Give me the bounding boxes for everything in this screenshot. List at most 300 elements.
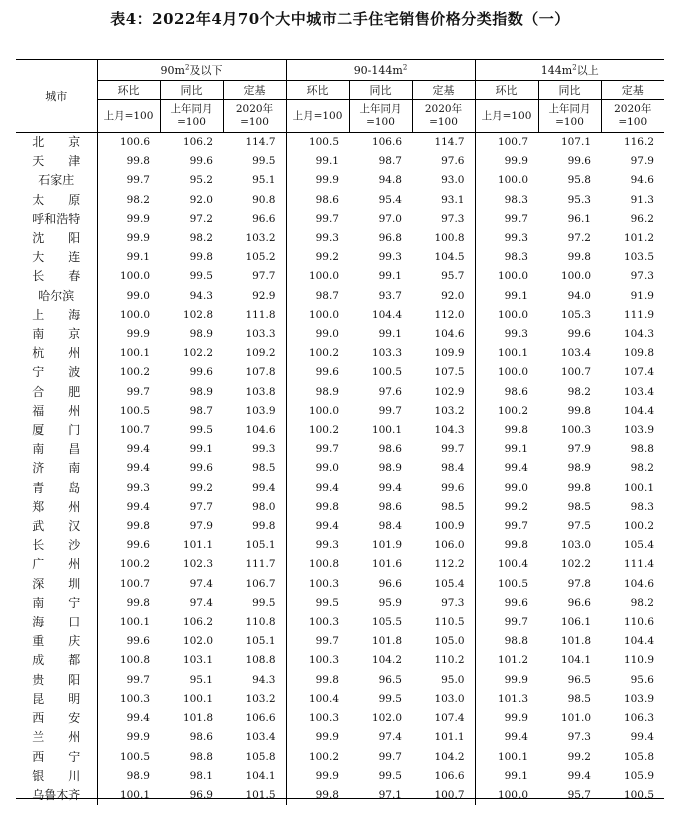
index-value: 97.7 [189,500,213,513]
index-value: 98.6 [378,443,402,456]
city-name: 呼和浩特 [16,210,97,229]
city-name: 深 圳 [16,575,97,594]
index-value: 110.6 [623,616,654,629]
table-row [16,440,664,459]
index-value: 99.6 [97,632,160,651]
sub-header-yoy: 同比 [349,81,412,100]
index-value: 101.6 [371,558,402,571]
index-value: 100.0 [560,270,591,283]
table-row [16,767,664,786]
index-value: 99.2 [189,481,213,494]
index-value: 105.1 [245,635,276,648]
table-row [16,613,664,632]
index-value: 100.0 [286,267,349,286]
index-value: 106.6 [371,136,402,148]
index-value: 100.3 [97,690,160,709]
index-value: 99.1 [475,287,538,306]
index-value: 103.2 [434,404,465,417]
index-value: 99.3 [97,479,160,498]
index-value: 98.5 [441,500,465,513]
index-value: 99.1 [97,248,160,267]
index-value: 99.8 [97,152,160,171]
index-value: 103.9 [245,404,276,417]
index-value: 99.6 [286,363,349,382]
base-header-yoy [349,100,412,133]
index-value: 100.6 [97,133,160,153]
index-value: 102.9 [434,385,465,398]
index-value: 98.7 [286,287,349,306]
index-value: 100.3 [286,651,349,670]
base-header-mom: 上月=100 [97,100,160,133]
index-value: 100.0 [475,786,538,805]
base-header-row [16,100,664,133]
index-value: 114.7 [245,136,276,148]
index-value: 97.4 [189,577,213,590]
index-value: 106.0 [434,539,465,552]
index-value: 99.6 [189,366,213,379]
index-value: 95.9 [378,596,402,609]
index-value: 101.8 [182,712,213,725]
index-value: 106.2 [182,136,213,148]
index-value: 111.4 [623,558,654,571]
city-name: 太 原 [16,191,97,210]
city-name: 上 海 [16,306,97,325]
sub-header-mom: 环比 [286,81,349,100]
index-value: 99.0 [286,325,349,344]
index-value: 98.6 [475,383,538,402]
index-value: 105.3 [560,308,591,321]
index-value: 99.9 [97,325,160,344]
table-row [16,325,664,344]
index-value: 100.0 [286,402,349,421]
base-header-line: =100 [429,116,458,128]
table-row [16,536,664,555]
index-value: 98.9 [378,462,402,475]
index-value: 103.9 [623,692,654,705]
index-value: 99.0 [475,479,538,498]
city-name: 郑 州 [16,498,97,517]
index-value: 97.3 [567,731,591,744]
index-value: 100.1 [623,481,654,494]
index-value: 103.3 [371,347,402,360]
index-value: 99.9 [475,152,538,171]
index-value: 99.2 [286,248,349,267]
index-value: 99.5 [378,692,402,705]
group-header-medium: $90-144m^2$ [286,60,475,81]
index-value: 95.7 [567,788,591,801]
base-header-fixed [601,100,664,133]
base-header-line: 2020年 [614,103,652,115]
table-row [16,133,664,153]
index-value: 97.2 [567,232,591,245]
index-value: 99.7 [97,171,160,190]
index-value: 98.5 [567,500,591,513]
city-name: 南 昌 [16,440,97,459]
index-value: 98.9 [97,767,160,786]
index-value: 98.2 [630,462,654,475]
index-value: 99.8 [567,404,591,417]
index-value: 100.7 [434,788,465,801]
index-value: 105.8 [623,750,654,763]
index-value: 96.5 [567,673,591,686]
index-value: 98.6 [286,191,349,210]
table-bottom-rule [16,798,664,799]
index-value: 97.3 [441,596,465,609]
index-value: 99.7 [286,632,349,651]
index-value: 104.3 [623,328,654,341]
city-name: 杭 州 [16,344,97,363]
index-value: 99.2 [475,498,538,517]
sub-header-fixed: 定基 [412,81,475,100]
index-value: 111.8 [245,308,276,321]
index-value: 103.8 [245,385,276,398]
index-value: 101.8 [560,635,591,648]
index-value: 99.3 [378,251,402,264]
index-value: 100.2 [97,363,160,382]
city-name: 石家庄 [16,171,97,190]
index-value: 116.2 [623,136,654,148]
base-header-line: 2020年 [424,103,463,115]
table-body [16,133,664,806]
table-row [16,306,664,325]
index-value: 99.3 [252,443,276,456]
group-header-large: $144m^2$以上 [475,60,664,81]
index-value: 99.8 [97,594,160,613]
index-value: 98.2 [630,596,654,609]
index-value: 104.2 [434,750,465,763]
index-value: 100.5 [286,133,349,153]
table-row [16,690,664,709]
index-value: 94.0 [567,289,591,302]
index-value: 99.2 [567,750,591,763]
index-value: 99.4 [630,731,654,744]
index-value: 99.9 [286,171,349,190]
index-value: 93.0 [441,174,465,187]
index-value: 99.6 [97,536,160,555]
index-value: 105.4 [434,577,465,590]
index-value: 100.2 [286,421,349,440]
index-value: 95.3 [567,193,591,206]
index-value: 99.5 [286,594,349,613]
table-title: 表4：2022年4月70个大中城市二手住宅销售价格分类指数（一） [110,10,570,28]
index-value: 99.5 [378,769,402,782]
city-column-header: 城市 [16,60,97,133]
index-value: 94.8 [378,174,402,187]
index-value: 102.0 [182,635,213,648]
city-name: 广 州 [16,555,97,574]
index-value: 98.9 [567,462,591,475]
index-value: 99.8 [286,786,349,805]
index-value: 100.0 [97,267,160,286]
index-value: 96.6 [567,596,591,609]
table-row [16,229,664,248]
index-value: 100.8 [434,232,465,245]
sub-header-mom: 环比 [97,81,160,100]
index-value: 112.2 [434,558,465,571]
city-name: 西 安 [16,709,97,728]
sub-header-fixed: 定基 [601,81,664,100]
index-value: 100.1 [475,344,538,363]
city-name: 宁 波 [16,363,97,382]
table-row [16,287,664,306]
index-value: 99.9 [97,229,160,248]
index-value: 111.9 [623,308,654,321]
index-value: 93.7 [378,289,402,302]
index-value: 99.8 [567,481,591,494]
index-value: 104.3 [434,424,465,437]
city-name: 海 口 [16,613,97,632]
table-row [16,651,664,670]
index-value: 96.2 [630,212,654,225]
index-value: 99.7 [97,383,160,402]
base-header-line: =100 [240,116,269,128]
index-value: 97.0 [378,212,402,225]
index-value: 99.5 [252,596,276,609]
price-index-table [16,60,664,805]
index-value: 102.2 [560,558,591,571]
index-value: 99.4 [97,459,160,478]
table-row [16,728,664,747]
group-header-small: $90m^2$及以下 [97,60,286,81]
table-row [16,748,664,767]
index-value: 97.3 [441,212,465,225]
sub-header-fixed: 定基 [223,81,286,100]
index-value: 106.2 [182,616,213,629]
index-value: 99.3 [475,229,538,248]
index-value: 105.2 [245,251,276,264]
index-value: 97.7 [252,270,276,283]
index-value: 110.5 [434,616,465,629]
index-value: 98.0 [252,500,276,513]
index-value: 99.1 [189,443,213,456]
table-row [16,555,664,574]
index-value: 104.4 [623,404,654,417]
index-value: 100.1 [97,344,160,363]
index-value: 109.2 [245,347,276,360]
index-value: 99.1 [378,270,402,283]
index-value: 103.5 [623,251,654,264]
index-value: 95.1 [252,174,276,187]
table-row [16,594,664,613]
city-name: 青 岛 [16,479,97,498]
index-value: 99.6 [441,481,465,494]
base-header-yoy [538,100,601,133]
index-value: 109.8 [623,347,654,360]
index-value: 100.1 [475,748,538,767]
index-value: 100.2 [475,402,538,421]
table-row [16,498,664,517]
index-value: 100.5 [623,788,654,801]
city-name: 昆 明 [16,690,97,709]
index-value: 101.1 [182,539,213,552]
index-value: 99.7 [475,210,538,229]
index-value: 98.8 [630,443,654,456]
index-value: 98.9 [189,328,213,341]
index-value: 99.9 [286,767,349,786]
index-value: 99.7 [441,443,465,456]
index-value: 104.6 [434,328,465,341]
index-value: 102.0 [371,712,402,725]
index-value: 99.4 [286,517,349,536]
index-value: 110.9 [623,654,654,667]
index-value: 105.5 [371,616,402,629]
city-name: 沈 阳 [16,229,97,248]
table-row [16,363,664,382]
city-name: 福 州 [16,402,97,421]
city-name: 哈尔滨 [16,287,97,306]
index-value: 98.5 [567,692,591,705]
index-value: 99.8 [475,421,538,440]
index-value: 99.7 [475,613,538,632]
index-value: 99.8 [567,251,591,264]
sub-header-yoy: 同比 [538,81,601,100]
city-name: 长 沙 [16,536,97,555]
index-value: 91.9 [630,289,654,302]
index-value: 94.3 [189,289,213,302]
index-value: 98.8 [189,750,213,763]
index-value: 112.0 [434,308,465,321]
table-row [16,479,664,498]
index-value: 104.4 [371,308,402,321]
index-value: 100.3 [286,613,349,632]
index-value: 91.3 [630,193,654,206]
index-value: 105.1 [245,539,276,552]
index-value: 100.0 [475,306,538,325]
index-value: 99.4 [567,769,591,782]
table-row [16,191,664,210]
base-header-mom: 上月=100 [475,100,538,133]
city-name: 合 肥 [16,383,97,402]
city-name: 厦 门 [16,421,97,440]
index-value: 106.6 [434,769,465,782]
index-value: 100.7 [560,366,591,379]
table-row [16,402,664,421]
index-value: 99.9 [475,709,538,728]
index-value: 100.3 [560,424,591,437]
index-value: 98.7 [378,155,402,168]
index-value: 98.4 [378,520,402,533]
index-value: 98.6 [378,500,402,513]
table-row [16,152,664,171]
index-value: 99.3 [286,229,349,248]
index-value: 100.7 [475,133,538,153]
index-value: 97.3 [630,270,654,283]
index-value: 100.0 [475,267,538,286]
index-value: 99.4 [97,498,160,517]
index-value: 99.7 [378,750,402,763]
index-value: 99.6 [475,594,538,613]
index-value: 97.6 [378,385,402,398]
index-value: 99.7 [475,517,538,536]
city-name: 贵 阳 [16,671,97,690]
base-header-line: =100 [366,116,395,128]
city-name: 银 川 [16,767,97,786]
index-value: 110.8 [245,616,276,629]
index-value: 99.3 [286,536,349,555]
index-value: 100.2 [286,344,349,363]
base-header-fixed [412,100,475,133]
index-value: 100.5 [97,402,160,421]
table-row [16,459,664,478]
index-value: 97.5 [567,520,591,533]
index-value: 99.8 [286,671,349,690]
index-value: 98.8 [475,632,538,651]
index-value: 98.6 [189,731,213,744]
index-value: 107.4 [623,366,654,379]
index-value: 99.6 [189,462,213,475]
index-value: 100.0 [97,306,160,325]
index-value: 100.0 [475,363,538,382]
index-value: 96.5 [378,673,402,686]
index-value: 100.3 [286,575,349,594]
index-value: 101.2 [475,651,538,670]
index-value: 95.2 [189,174,213,187]
index-value: 104.2 [371,654,402,667]
table-row [16,671,664,690]
table-header [16,60,664,133]
city-name: 武 汉 [16,517,97,536]
index-value: 101.2 [623,232,654,245]
index-value: 103.2 [245,232,276,245]
index-value: 102.2 [182,347,213,360]
city-name: 重 庆 [16,632,97,651]
table-row [16,383,664,402]
city-name: 兰 州 [16,728,97,747]
table-row [16,344,664,363]
sub-header-row [16,81,664,100]
index-value: 106.6 [245,712,276,725]
index-value: 98.3 [630,500,654,513]
index-value: 99.4 [97,709,160,728]
index-value: 98.5 [252,462,276,475]
index-value: 93.1 [441,193,465,206]
index-value: 92.0 [441,289,465,302]
index-value: 97.4 [378,731,402,744]
index-value: 106.1 [560,616,591,629]
index-value: 99.7 [378,404,402,417]
table-row [16,709,664,728]
index-value: 99.1 [378,328,402,341]
index-value: 104.6 [623,577,654,590]
index-value: 100.0 [475,171,538,190]
index-value: 98.2 [189,232,213,245]
index-value: 95.1 [189,673,213,686]
table-row [16,421,664,440]
index-value: 99.7 [286,210,349,229]
index-value: 103.1 [182,654,213,667]
index-value: 99.8 [97,517,160,536]
index-value: 103.2 [245,692,276,705]
index-value: 99.4 [475,728,538,747]
index-value: 97.1 [378,788,402,801]
index-value: 106.3 [623,712,654,725]
index-value: 100.2 [97,555,160,574]
index-value: 100.5 [475,575,538,594]
table-row [16,248,664,267]
index-value: 100.3 [286,709,349,728]
index-value: 99.9 [97,210,160,229]
index-value: 101.3 [475,690,538,709]
index-value: 107.1 [560,136,591,148]
city-name: 西 宁 [16,748,97,767]
index-value: 107.8 [245,366,276,379]
index-value: 103.4 [245,731,276,744]
index-value: 97.9 [630,155,654,168]
index-value: 99.1 [475,440,538,459]
index-value: 105.0 [434,635,465,648]
city-name: 南 宁 [16,594,97,613]
index-value: 100.1 [182,692,213,705]
